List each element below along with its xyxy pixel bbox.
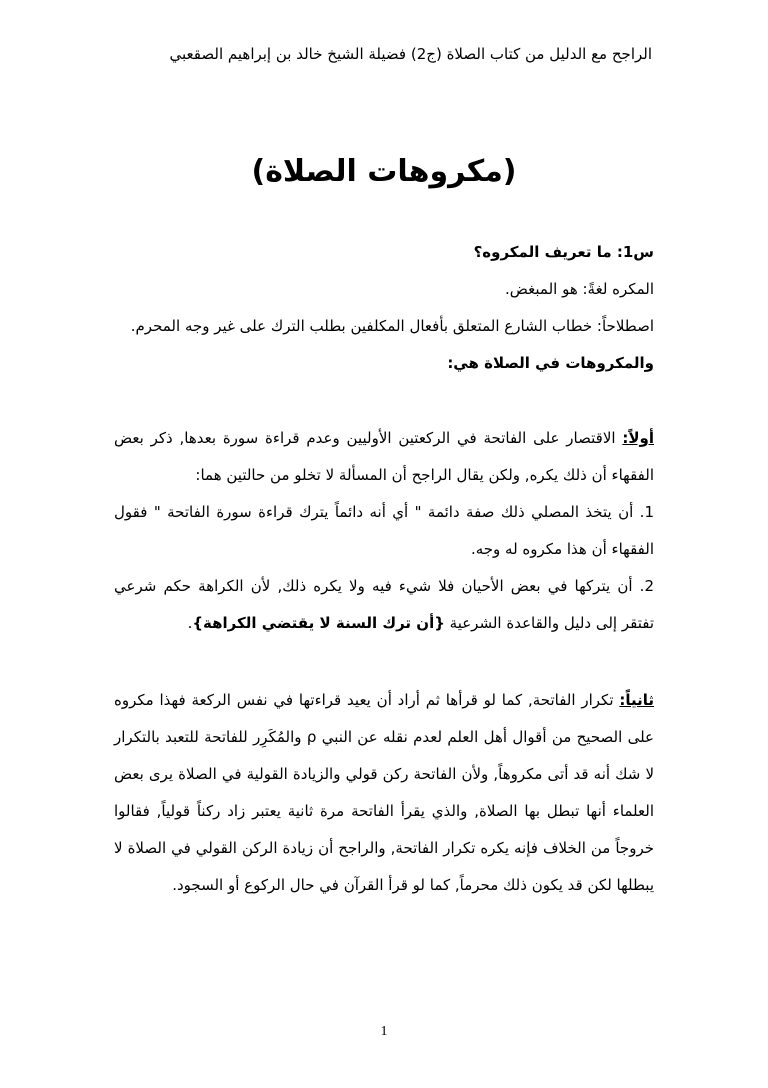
case-two — [114, 568, 654, 642]
paragraph-second — [114, 682, 654, 904]
running-header: الراجح مع الدليل من كتاب الصلاة (ج2) فضيلة الشيخ خالد بن إبراهيم الصقعبي — [169, 45, 652, 63]
definition-technical: اصطلاحاً: خطاب الشارع المتعلق بأفعال المكلفين بطلب الترك على غير وجه المحرم. — [130, 317, 654, 335]
first-text: الاقتصار على الفاتحة في الركعتين الأوليين وعدم قراءة سورة بعدها, ذكر بعض الفقهاء أن ذلك يكره, ولكن يقال الراجح أن المسألة لا تخلو من حالتين هما: — [114, 429, 654, 484]
question-heading: س1: ما تعريف المكروه؟ — [473, 243, 654, 261]
spacer — [114, 382, 654, 420]
case-two-end: . — [187, 614, 193, 632]
spacer — [114, 642, 654, 682]
definition-linguistic: المكره لغةً: هو المبغض. — [504, 280, 654, 298]
second-lead: ثانياً: — [619, 691, 654, 709]
first-lead: أولاً: — [622, 429, 654, 447]
section-intro: والمكروهات في الصلاة هي: — [447, 354, 654, 372]
case-one: 1. أن يتخذ المصلي ذلك صفة دائمة " أي أنه دائماً يترك قراءة سورة الفاتحة " فقول الفقهاء أن هذا مكروه له وجه. — [114, 503, 654, 558]
page-title: (مكروهات الصلاة) — [251, 154, 517, 189]
paragraph-first — [114, 420, 654, 494]
case-two-text: 2. أن يتركها في بعض الأحيان فلا شيء فيه ولا يكره ذلك, لأن الكراهة حكم شرعي تفتقر إلى دليل والقاعدة الشرعية — [114, 577, 654, 632]
document-body — [114, 234, 654, 904]
second-text: تكرار الفاتحة, كما لو قرأها ثم أراد أن يعيد قراءتها في نفس الركعة فهذا مكروه على الصحيح من أقوال أهل العلم لعدم نقله عن النبي ρ والمُكَرِر للفاتحة للتعبد بالتكرار لا شك أنه قد أتى مكروهاً, ولأن الفاتحة ركن قولي والزيادة القولية في الصلاة يرى بعض العلماء أنها تبطل بها الصلاة, والذي يقرأ الفاتحة مرة ثانية يعتبر زاد ركناً قولياً, فقالوا خروجاً من الخلاف فإنه يكره تكرار الفاتحة, والراجح أن زيادة الركن القولي في الصلاة لا يبطلها لكن قد يكون ذلك محرماً, كما لو قرأ القرآن في حال الركوع أو السجود. — [114, 691, 654, 894]
page-number: 1 — [380, 1024, 388, 1039]
case-two-rule: {أن ترك السنة لا يقتضي الكراهة} — [192, 614, 445, 632]
